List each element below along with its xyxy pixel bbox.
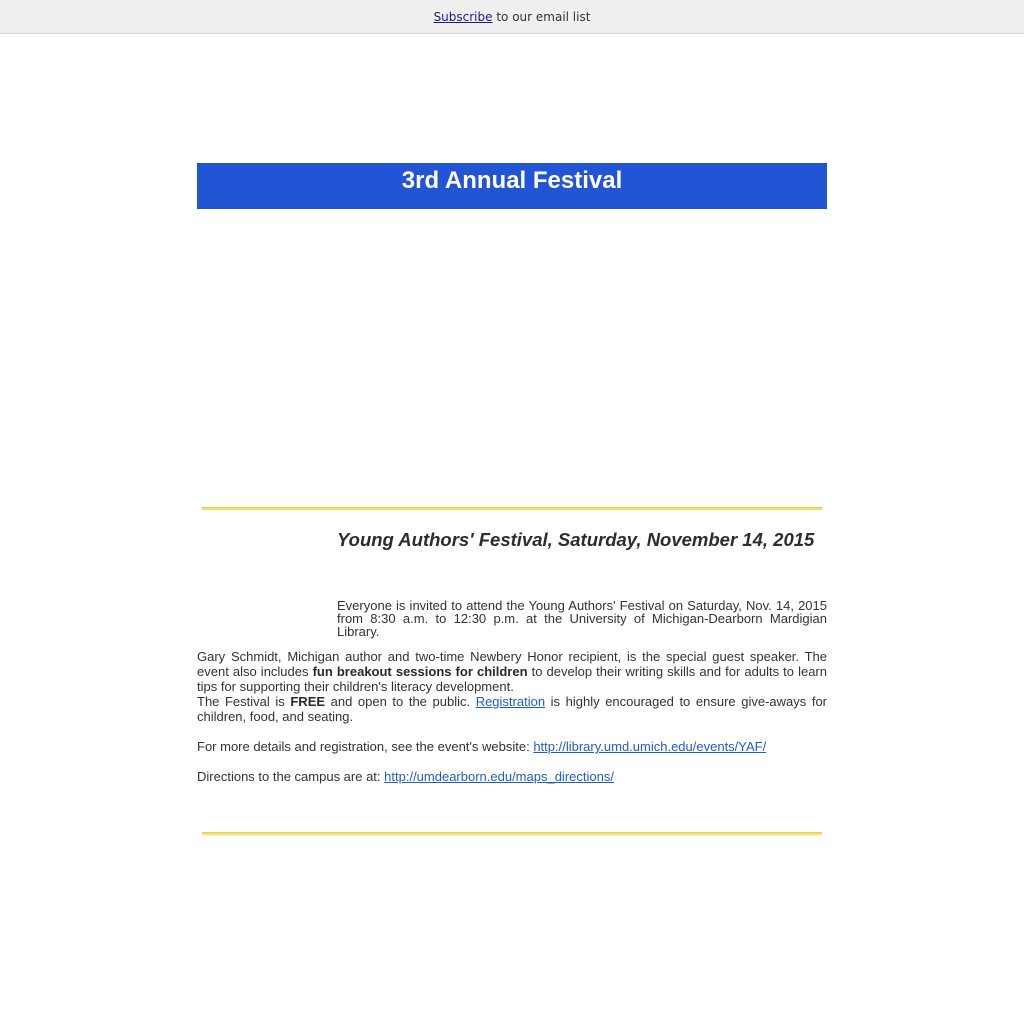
speaker-text-continued: to develop their writing skills and for adults to learn tips for supporting their children's literacy development. xyxy=(197,664,827,694)
speaker-text: Gary Schmidt, Michigan author and two-time Newbery Honor recipient, is the special guest speaker. The event also includes xyxy=(197,649,827,679)
subscribe-suffix-text: to our email list xyxy=(492,10,591,24)
free-bold: FREE xyxy=(290,694,326,709)
giveaways-text: is highly encouraged to ensure give-aways for children, food, and seating. xyxy=(197,694,828,724)
directions-text: Directions to the campus are at: xyxy=(197,769,385,784)
speaker-paragraph xyxy=(197,649,827,694)
bottom-divider xyxy=(202,832,822,836)
details-paragraph xyxy=(197,739,827,754)
top-bar xyxy=(0,0,1024,34)
image-placeholder-space xyxy=(197,555,337,631)
directions-paragraph xyxy=(197,769,827,784)
registration-link[interactable]: Registration xyxy=(475,694,546,709)
banner-title: 3rd Annual Festival xyxy=(401,167,623,194)
free-text: The Festival is xyxy=(197,694,291,709)
article-content xyxy=(197,525,827,784)
details-text: For more details and registration, see the event's website: xyxy=(197,739,534,754)
subscribe-link[interactable]: Subscribe xyxy=(433,10,493,24)
public-text: and open to the public. xyxy=(325,694,476,709)
breakout-sessions-bold: fun breakout sessions for children xyxy=(312,664,528,679)
top-divider xyxy=(202,507,822,511)
free-paragraph xyxy=(197,694,827,724)
event-website-link[interactable]: http://library.umd.umich.edu/events/YAF/ xyxy=(533,739,767,754)
invitation-paragraph: Everyone is invited to attend the Young Authors' Festival on Saturday, Nov. 14, 2015 from 8:30 a.m. to 12:30 p.m. at the University of Michigan-Dearborn Mardigian Library. xyxy=(337,598,827,639)
directions-link[interactable]: http://umdearborn.edu/maps_directions/ xyxy=(384,769,614,784)
article-headline: Young Authors' Festival, Saturday, November 14, 2015 xyxy=(337,529,815,550)
festival-banner xyxy=(197,163,827,209)
